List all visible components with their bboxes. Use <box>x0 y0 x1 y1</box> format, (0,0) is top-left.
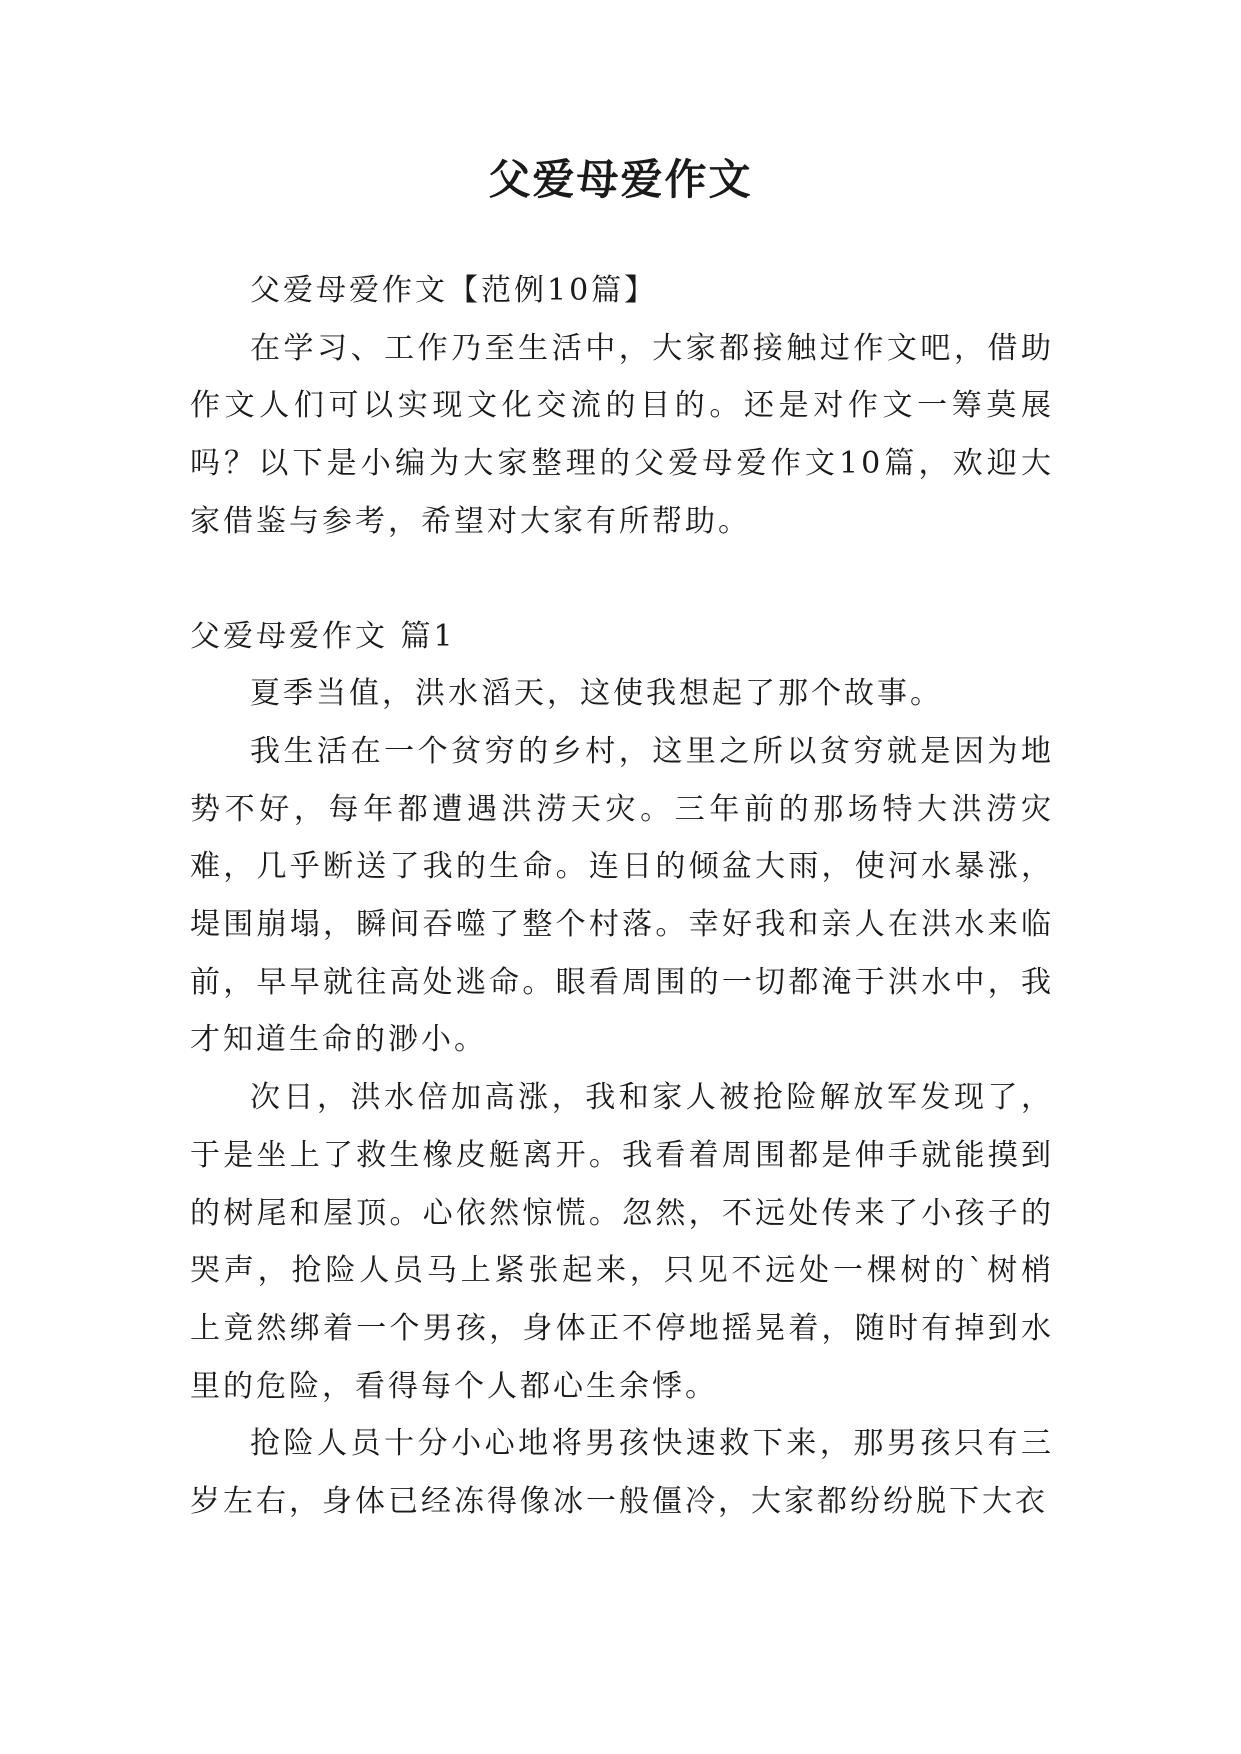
intro-paragraph: 在学习、工作乃至生活中，大家都接触过作文吧，借助作文人们可以实现文化交流的目的。还是对作文一筹莫展吗？以下是小编为大家整理的父爱母爱作文10篇，欢迎大家借鉴与参考，希望对大家有所帮助。 <box>190 330 1054 539</box>
document-subtitle: 父爱母爱作文【范例10篇】 <box>250 273 658 308</box>
body-paragraph: 夏季当值，洪水滔天，这使我想起了那个故事。 <box>250 676 943 712</box>
document-title: 父爱母爱作文 <box>488 155 753 204</box>
body-paragraph: 次日，洪水倍加高涨，我和家人被抢险解放军发现了，于是坐上了救生橡皮艇离开。我看着周围都是伸手就能摸到的树尾和屋顶。心依然惊慌。忽然，不远处传来了小孩子的哭声，抢险人员马上紧张起来，只见不远处一棵树的`树梢上竟然绑着一个男孩，身体正不停地摇晃着，随时有掉到水里的危险，看得每个人都心生余悸。 <box>190 1080 1054 1404</box>
section-heading: 父爱母爱作文 篇1 <box>190 618 456 654</box>
document-body <box>190 262 1054 1531</box>
body-paragraph: 抢险人员十分小心地将男孩快速救下来，那男孩只有三岁左右，身体已经冻得像冰一般僵冷，大家都纷纷脱下大衣 <box>190 1426 1054 1520</box>
body-paragraph: 我生活在一个贫穷的乡村，这里之所以贫穷就是因为地势不好，每年都遭遇洪涝天灾。三年前的那场特大洪涝灾难，几乎断送了我的生命。连日的倾盆大雨，使河水暴涨，堤围崩塌，瞬间吞噬了整个村落。幸好我和亲人在洪水来临前，早早就往高处逃命。眼看周围的一切都淹于洪水中，我才知道生命的渺小。 <box>190 733 1054 1058</box>
